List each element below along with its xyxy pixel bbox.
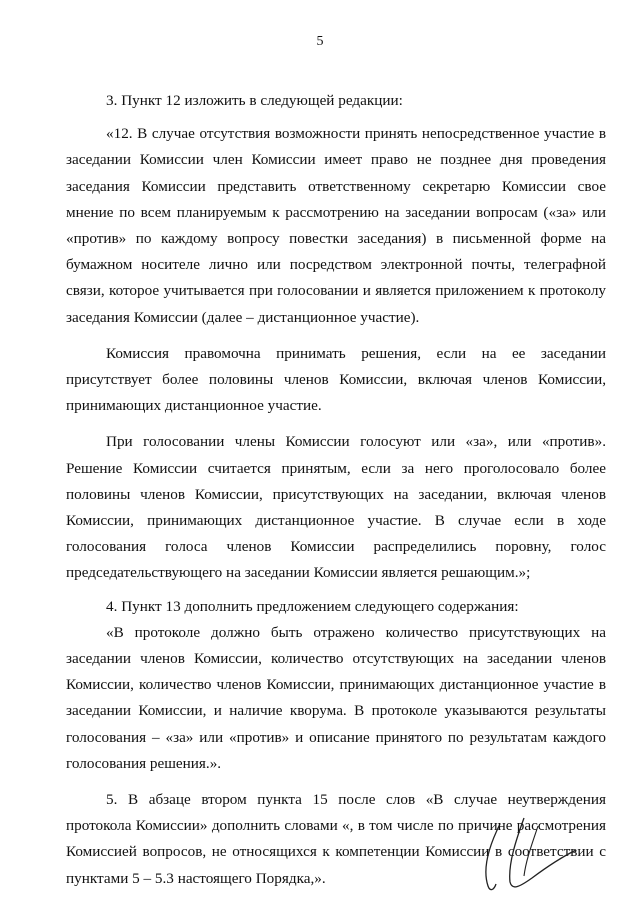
- paragraph-item-4: 4. Пункт 13 дополнить предложением следующего содержания:: [106, 597, 519, 615]
- document-body: [66, 88, 606, 892]
- paragraph-item-3: 3. Пункт 12 изложить в следующей редакции:: [106, 92, 403, 109]
- paragraph-quorum: Комиссия правомочна принимать решения, если на ее заседании присутствует более половины членов Комиссии, включая членов Комиссии, принимающих дистанционное участие.: [66, 344, 606, 415]
- paragraph-voting: При голосовании члены Комиссии голосуют или «за», или «против». Решение Комиссии считается принятым, если за него проголосовало более половины членов Комиссии, присутствующих на заседании, включая членов Комиссии, принимающих дистанционное участие. В случае если в ходе голосования голоса членов Комиссии распределились поровну, голос председательствующего на заседании Комиссии является решающим.»;: [66, 433, 606, 582]
- signature-mark: [472, 816, 582, 896]
- paragraph-item-5: 5. В абзаце втором пункта 15 после слов «В случае неутверждения протокола Комиссии» дополнить словами «, в том числе по причине рассмотрения Комиссией вопросов, не относящихся к компетенции Комиссии в соответствии с пунктами 5 – 5.3 настоящего Порядка,».: [66, 791, 606, 887]
- paragraph-protocol: «В протоколе должно быть отражено количество присутствующих на заседании членов Комиссии, количество отсутствующих на заседании членов Комиссии, количество членов Комиссии, принимающих дистанционное участие в заседании Комиссии, и наличие кворума. В протоколе указываются результаты голосования – «за» или «против» и описание принятого по результатам каждого голосования решения.».: [66, 623, 606, 772]
- paragraph-point-12-text: «12. В случае отсутствия возможности принять непосредственное участие в заседании Комиссии член Комиссии имеет право не позднее дня проведения заседания Комиссии представить ответственному секретарю Комиссии свое мнение по всем планируемым к рассмотрению на заседании вопросам («за» или «против» по каждому вопросу повестки заседания) в письменной форме на бумажном носителе лично или посредством электронной почты, телеграфной связи, которое учитывается при голосовании и является приложением к протоколу заседания Комиссии (далее – дистанционное участие).: [66, 125, 606, 326]
- page-number: 5: [316, 34, 324, 49]
